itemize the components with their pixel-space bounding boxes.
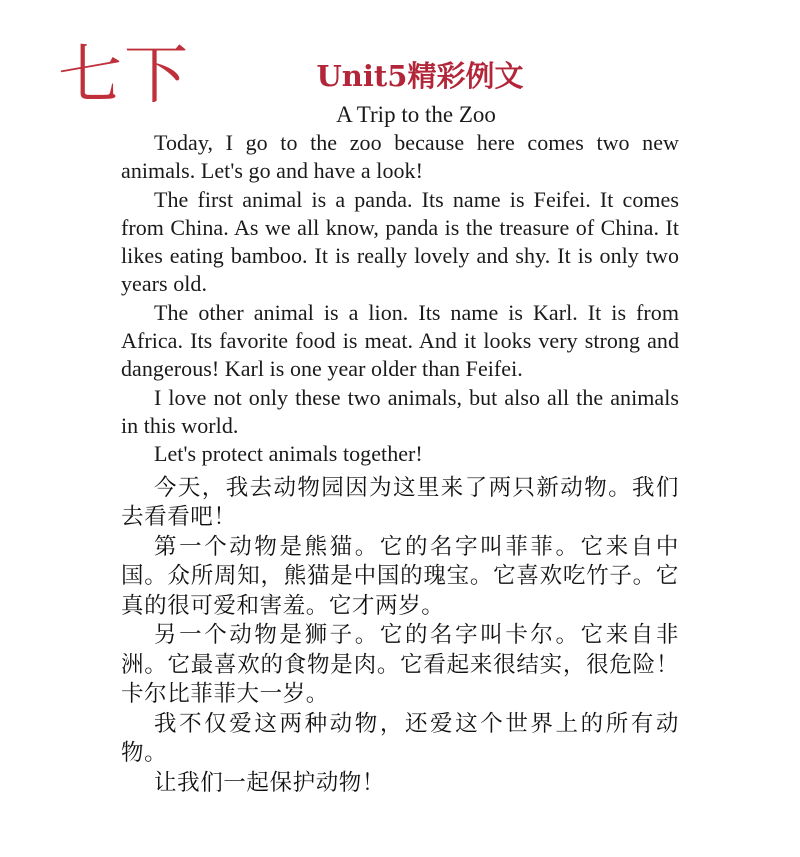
chinese-paragraph-4: 我不仅爱这两种动物，还爱这个世界上的所有动物。	[121, 710, 679, 767]
english-paragraph-5: Let's protect animals together!	[154, 441, 423, 467]
page-title: Unit5精彩例文	[316, 59, 524, 93]
english-paragraph-3: The other animal is a lion. Its name is Karl. It is from Africa. Its favorite food is meat. And it looks very strong and dangerous! Karl is one year older than Feifei.	[121, 299, 679, 382]
essay-body	[121, 129, 679, 798]
chinese-paragraph-5: 让我们一起保护动物！	[154, 769, 386, 796]
chinese-paragraph-2: 第一个动物是熊猫。它的名字叫菲菲。它来自中国。众所周知，熊猫是中国的瑰宝。它喜欢吃竹子。它真的很可爱和害羞。它才两岁。	[121, 533, 679, 619]
essay-title: A Trip to the Zoo	[336, 102, 496, 127]
chinese-paragraph-3: 另一个动物是狮子。它的名字叫卡尔。它来自非洲。它最喜欢的食物是肉。它看起来很结实，很危险！卡尔比菲菲大一岁。	[121, 622, 679, 708]
grade-mark: 七下	[58, 39, 190, 113]
english-paragraph-4: I love not only these two animals, but also all the animals in this world.	[121, 384, 679, 438]
chinese-paragraph-1: 今天，我去动物园因为这里来了两只新动物。我们去看看吧！	[121, 474, 679, 531]
english-paragraph-1: Today, I go to the zoo because here comes two new animals. Let's go and have a look!	[121, 130, 679, 184]
english-paragraph-2: The first animal is a panda. Its name is Feifei. It comes from China. As we all know, panda is the treasure of China. It likes eating bamboo. It is really lovely and shy. It is only two years old.	[121, 186, 679, 297]
